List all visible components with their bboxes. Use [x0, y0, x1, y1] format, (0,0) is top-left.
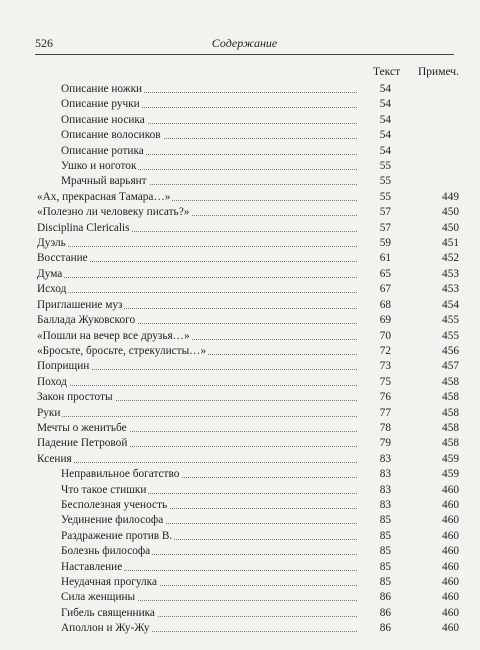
toc-entry: [37, 205, 457, 220]
text-page-number: 67: [379, 283, 391, 296]
text-page-number: 55: [379, 190, 391, 203]
toc-entry-title: Описание ротика: [61, 144, 146, 159]
text-page-number: 72: [379, 344, 391, 357]
note-page-number: 456: [442, 344, 459, 357]
toc-entry: [37, 174, 457, 189]
note-page-number: 459: [442, 452, 459, 465]
toc-entry: [37, 606, 457, 621]
note-page-number: 460: [442, 606, 459, 619]
toc-entry-title: Ушко и ноготок: [61, 159, 138, 174]
toc-entry: [37, 406, 457, 421]
toc-entry-title: Поход: [37, 375, 69, 390]
toc-entry-title: Ксения: [37, 452, 74, 467]
text-page-number: 59: [379, 237, 391, 250]
note-page-number: 455: [442, 314, 459, 327]
toc-entry: [37, 282, 457, 297]
text-page-number: 83: [379, 483, 391, 496]
toc-entry: [37, 329, 457, 344]
note-page-number: 459: [442, 468, 459, 481]
text-page-number: 57: [379, 206, 391, 219]
text-page-number: 86: [379, 622, 391, 635]
toc-entry-title: Сила женщины: [61, 590, 137, 605]
dot-leader: [37, 416, 357, 417]
toc-entry-title: Исход: [37, 282, 68, 297]
text-page-number: 65: [379, 267, 391, 280]
toc-entry-title: Что такое стишки: [61, 483, 148, 498]
note-page-number: 460: [442, 483, 459, 496]
text-page-number: 54: [379, 129, 391, 142]
dot-leader: [37, 246, 357, 247]
toc-entry: [37, 251, 457, 266]
toc-entry-title: Наставление: [61, 560, 124, 575]
toc-entry-title: Бесполезная ученость: [61, 498, 169, 513]
toc-entry-title: Падение Петровой: [37, 436, 129, 451]
toc-entry: [37, 113, 457, 128]
note-page-number: 449: [442, 190, 459, 203]
toc-entry-title: Поприщин: [37, 359, 91, 374]
toc-entry: [37, 467, 457, 482]
toc-entry: [37, 436, 457, 451]
toc-entry: [37, 560, 457, 575]
note-page-number: 452: [442, 252, 459, 265]
note-page-number: 460: [442, 622, 459, 635]
text-page-number: 78: [379, 421, 391, 434]
dot-leader: [37, 277, 357, 278]
toc-entry-title: «Бросьте, бросьте, стрекулисты…»: [37, 344, 208, 359]
note-page-number: 458: [442, 421, 459, 434]
toc-entry-title: Дума: [37, 267, 64, 282]
text-page-number: 75: [379, 375, 391, 388]
toc-entry-title: Мечты о женитьбе: [37, 421, 129, 436]
toc-entry-title: Восстание: [37, 251, 90, 266]
toc-entry: [37, 359, 457, 374]
toc-entry: [37, 421, 457, 436]
text-page-number: 85: [379, 560, 391, 573]
toc-entry: [37, 375, 457, 390]
note-page-number: 458: [442, 391, 459, 404]
toc-entry: [37, 344, 457, 359]
note-page-number: 454: [442, 298, 459, 311]
toc-entry: [37, 313, 457, 328]
note-page-number: 450: [442, 221, 459, 234]
toc-entry: [37, 221, 457, 236]
toc-entry-title: Дуэль: [37, 236, 68, 251]
toc-entry-title: Болезнь философа: [61, 544, 152, 559]
toc-entry-title: Аполлон и Жу-Жу: [61, 621, 152, 636]
text-page-number: 73: [379, 360, 391, 373]
note-page-number: 458: [442, 437, 459, 450]
toc-entry-title: Баллада Жуковского: [37, 313, 137, 328]
toc-entry-title: «Ах, прекрасная Тамара…»: [37, 190, 172, 205]
page-number: 526: [35, 36, 53, 50]
dot-leader: [37, 385, 357, 386]
toc-entry: [37, 82, 457, 97]
note-page-number: 450: [442, 206, 459, 219]
column-header-notes: Примеч.: [418, 66, 459, 78]
text-page-number: 55: [379, 160, 391, 173]
text-page-number: 68: [379, 298, 391, 311]
toc-entry: [37, 575, 457, 590]
toc-entry-title: Раздражение против В.: [61, 529, 174, 544]
column-header-text: Текст: [373, 66, 401, 78]
toc-entry-title: Приглашение муз: [37, 298, 124, 313]
toc-entry: [37, 529, 457, 544]
toc-entry: [37, 267, 457, 282]
text-page-number: 85: [379, 514, 391, 527]
running-header: [35, 36, 454, 55]
note-page-number: 460: [442, 576, 459, 588]
toc-entry-title: Disciplina Clericalis: [37, 221, 132, 236]
note-page-number: 460: [442, 498, 459, 511]
toc-entry: [37, 97, 457, 112]
toc-entry-title: Описание ручки: [61, 97, 142, 112]
toc-entry-title: Гибель священника: [61, 606, 157, 621]
text-page-number: 70: [379, 329, 391, 342]
text-page-number: 69: [379, 314, 391, 327]
toc-entry: [37, 483, 457, 498]
text-page-number: 55: [379, 175, 391, 188]
text-page-number: 76: [379, 391, 391, 404]
toc-entry: [37, 621, 457, 636]
text-page-number: 83: [379, 452, 391, 465]
note-page-number: 460: [442, 560, 459, 573]
note-page-number: 453: [442, 267, 459, 280]
note-page-number: 457: [442, 360, 459, 373]
toc-entry: [37, 590, 457, 605]
toc-entry-title: Неудачная прогулка: [61, 575, 159, 590]
toc-entry: [37, 498, 457, 513]
dot-leader: [37, 462, 357, 463]
note-page-number: 458: [442, 406, 459, 419]
toc-entry-title: Описание носика: [61, 113, 147, 128]
text-page-number: 57: [379, 221, 391, 234]
toc-entry: [37, 159, 457, 174]
note-page-number: 460: [442, 545, 459, 558]
note-page-number: 460: [442, 514, 459, 527]
text-page-number: 61: [379, 252, 391, 265]
toc-entry-title: Описание волосиков: [61, 128, 163, 143]
text-page-number: 86: [379, 591, 391, 604]
toc-entry: [37, 128, 457, 143]
toc-entry-title: Уединение философа: [61, 513, 165, 528]
toc-entry: [37, 452, 457, 467]
text-page-number: 85: [379, 545, 391, 558]
text-page-number: 54: [379, 98, 391, 111]
note-page-number: 453: [442, 283, 459, 296]
toc-entry: [37, 144, 457, 159]
toc-entry-title: Мрачный варьянт: [61, 174, 149, 189]
dot-leader: [37, 292, 357, 293]
toc-entry-title: «Полезно ли человеку писать?»: [37, 205, 191, 220]
text-page-number: 54: [379, 83, 391, 95]
toc-entry: [37, 190, 457, 205]
text-page-number: 79: [379, 437, 391, 450]
toc-entry: [37, 544, 457, 559]
toc-entry-title: Руки: [37, 406, 62, 421]
toc-entry-title: Описание ножки: [61, 82, 144, 97]
note-page-number: 451: [442, 237, 459, 250]
note-page-number: 455: [442, 329, 459, 342]
toc-entry-title: «Пошли на вечер все друзья…»: [37, 329, 192, 344]
note-page-number: 458: [442, 375, 459, 388]
text-page-number: 54: [379, 113, 391, 126]
text-page-number: 85: [379, 529, 391, 542]
table-of-contents: [37, 82, 457, 637]
text-page-number: 54: [379, 144, 391, 157]
toc-entry: [37, 390, 457, 405]
text-page-number: 85: [379, 576, 391, 588]
note-page-number: 460: [442, 591, 459, 604]
section-title: Содержание: [211, 36, 278, 50]
text-page-number: 83: [379, 498, 391, 511]
toc-entry-title: Неправильное богатство: [61, 467, 181, 482]
toc-entry-title: Закон простоты: [37, 390, 115, 405]
toc-entry: [37, 236, 457, 251]
text-page-number: 83: [379, 468, 391, 481]
text-page-number: 86: [379, 606, 391, 619]
toc-entry: [37, 513, 457, 528]
text-page-number: 77: [379, 406, 391, 419]
note-page-number: 460: [442, 529, 459, 542]
toc-entry: [37, 298, 457, 313]
